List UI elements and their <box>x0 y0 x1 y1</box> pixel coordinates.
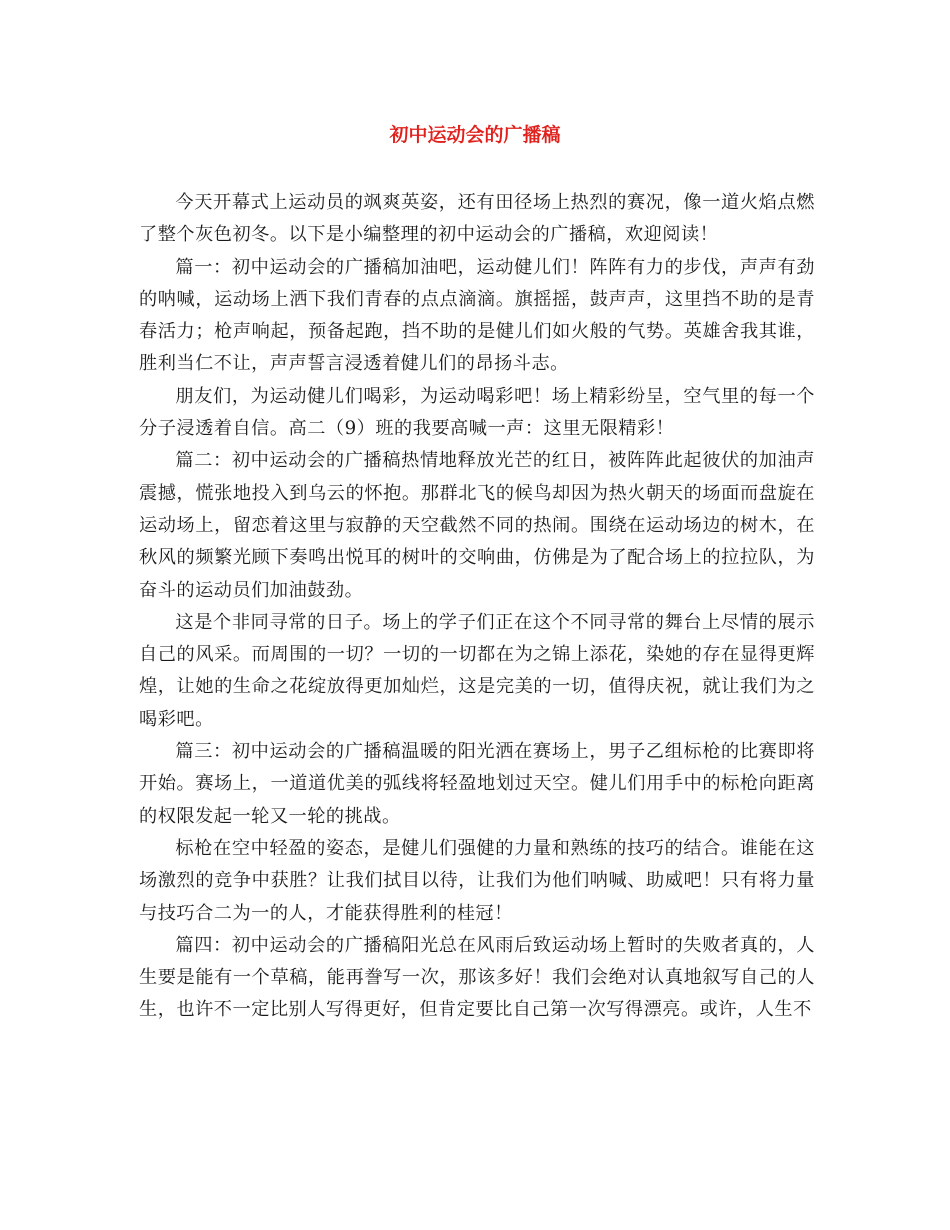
paragraph-part-three: 篇三：初中运动会的广播稿温暖的阳光洒在赛场上，男子乙组标枪的比赛即将开始。赛场上，一道道优美的弧线将轻盈地划过天空。健儿们用手中的标枪向距离的权限发起一轮又一轮的挑战。 <box>139 741 815 827</box>
paragraph-part-two: 篇二：初中运动会的广播稿热情地释放光芒的红日，被阵阵此起彼伏的加油声震撼，慌张地投入到乌云的怀抱。那群北飞的候鸟却因为热火朝天的场面而盘旋在运动场上，留恋着这里与寂静的天空截然不同的热闹。围绕在运动场边的树木，在秋风的频繁光顾下奏鸣出悦耳的树叶的交响曲，仿佛是为了配合场上的拉拉队，为奋斗的运动员们加油鼓劲。 <box>139 450 815 601</box>
paragraph-javelin: 标枪在空中轻盈的姿态，是健儿们强健的力量和熟练的技巧的结合。谁能在这场激烈的竞争中获胜？让我们拭目以待，让我们为他们呐喊、助威吧！只有将力量与技巧合二为一的人，才能获得胜利的桂冠！ <box>139 837 815 924</box>
paragraph-intro: 今天开幕式上运动员的飒爽英姿，还有田径场上热烈的赛况，像一道火焰点燃了整个灰色初冬。以下是小编整理的初中运动会的广播稿，欢迎阅读！ <box>139 192 815 246</box>
document-title: 初中运动会的广播稿 <box>389 124 561 146</box>
paragraph-part-four: 篇四：初中运动会的广播稿阳光总在风雨后致运动场上暂时的失败者真的，人生要是能有一个草稿，能再誊写一次，那该多好！我们会绝对认真地叙写自己的人生，也许不一定比别人写得更好，但肯定要比自己第一次写得漂亮。或许，人生不 <box>139 934 815 1021</box>
paragraph-cheer: 朋友们，为运动健儿们喝彩，为运动喝彩吧！场上精彩纷呈，空气里的每一个分子浸透着自信。高二（9）班的我要高喊一声：这里无限精彩！ <box>139 385 815 440</box>
document-body <box>139 187 815 1027</box>
paragraph-special-day: 这是个非同寻常的日子。场上的学子们正在这个不同寻常的舞台上尽情的展示自己的风采。而周围的一切？一切的一切都在为之锦上添花，染她的存在显得更辉煌，让她的生命之花绽放得更加灿烂，这是完美的一切，值得庆祝，就让我们为之喝彩吧。 <box>139 611 815 730</box>
paragraph-part-one: 篇一：初中运动会的广播稿加油吧，运动健儿们！阵阵有力的步伐，声声有劲的呐喊，运动场上洒下我们青春的点点滴滴。旗摇摇，鼓声声，这里挡不助的是青春活力；枪声响起，预备起跑，挡不助的是健儿们如火般的气势。英雄舍我其谁，胜利当仁不让，声声誓言浸透着健儿们的昂扬斗志。 <box>139 256 815 375</box>
